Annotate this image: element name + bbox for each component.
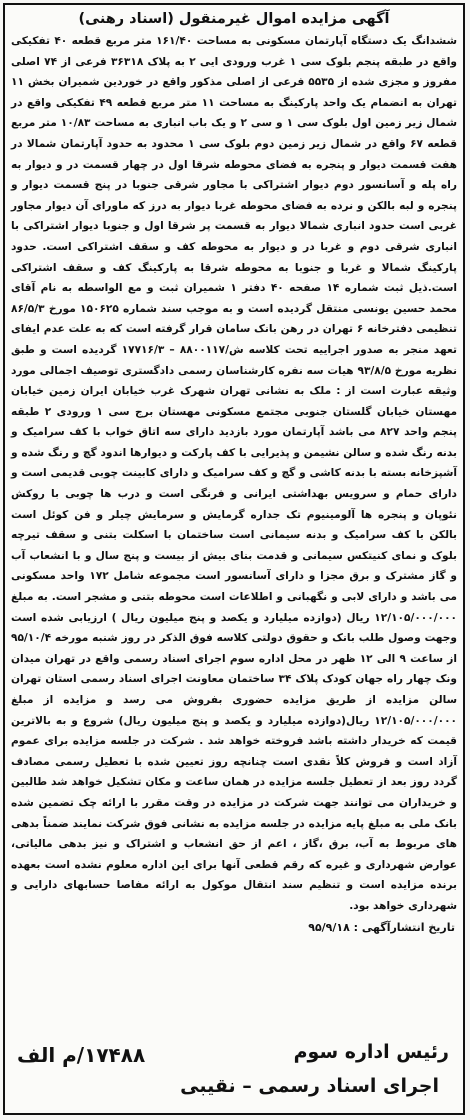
auction-notice xyxy=(3,3,465,1115)
notice-code: ۱۷۴۸۸/م الف xyxy=(17,1043,146,1067)
signature-office: اجرای اسناد رسمی – نقیبی xyxy=(180,1075,439,1097)
notice-title: آگهی مزایده اموال غیرمنقول (اسناد رهنی) xyxy=(78,11,390,27)
signature-title: رئیس اداره سوم xyxy=(293,1041,449,1063)
notice-footer xyxy=(5,1037,463,1107)
publication-date: تاریخ انتشارآگهی : ۹۵/۹/۱۸ xyxy=(308,920,455,934)
notice-body: ششدانگ یک دستگاه آپارتمان مسکونی به مساحت ۱۶۱/۴۰ متر مربع قطعه ۴۰ تفکیکی واقع در طبقه پنجم بلوک سی ۱ غرب ورودی ایی ۲ به پلاک ۳۶۳۱۸ فرعی از ۷۴ اصلی مفروز و مجزی شده از ۵۵۳۵ فرعی از اصلی مذکور واقع در خوردین شمیران بخش ۱۱ تهران به انضمام یک واحد پارکینگ به مساحت ۱۱ متر مربع قطعه ۴۹ تفکیکی واقع در شمال زیر زمین اول بلوک سی ۱ و سی ۲ و یک باب انباری به مساحت ۱۰/۸۳ متر مربع قطعه ۶۷ واقع در شمال زیر زمین دوم بلوک سی ۱ محدود به حدود آپارتمان شمالا در هفت قسمت دیوار و پنجره به فضای محوطه شرقا اول در چهار قسمت در و دیوار به راه پله و آسانسور دوم دیوار اشتراکی با مجاور شرقی جنوبا در پنج قسمت دیوار و پنجره و لبه بالکن و نرده به فضای محوطه غربا دیوار به درز که ماورای آن دیوار مجاور غربی است حدود انباری شمالا دیوار به قسمت پر شرقا اول و جنوبا دیوار اشتراکی با انباری شرقی دوم و غربا در و دیوار به محوطه کف و سقف اشتراکی است. حدود پارکینگ شمالا و غربا و جنوبا به محوطه شرقا به پارکینگ کف و سقف اشتراکی است.ذیل ثبت شماره ۱۴ صفحه ۴۰ دفتر ۱ شمیران ثبت و مع الواسطه به نام آقای محمد حسین یونسی منتقل گردیده است و به موجب سند شماره ۱۵۰۶۲۵ مورخ ۸۶/۵/۳ تنظیمی دفترخانه ۶ تهران در رهن بانک سامان قرار گرفته است که به علت عدم ایفای تعهد منجر به صدور اجراییه تحت کلاسه ش/۸۸۰۰۱۱۷ – ۱۷۷۱۶/۳ گردیده است و طبق نظریه مورخ ۹۳/۸/۵ هیات سه نفره کارشناسان رسمی دادگستری توصیف اجمالی مورد وثیقه عبارت است از : ملک به نشانی تهران شهرک غرب خیابان ایران زمین خیابان مهستان خیابان گلستان جنوبی مجتمع مسکونی مهستان برج سی ۱ ورودی ۲ طبقه پنجم واحد ۸۲۷ می باشد آپارتمان مورد بازدید دارای سه اتاق خواب با کف سرامیک و بدنه رنگ شده و سالن نشیمن و پذیرایی با کف پارکت و دیوارها اندود گچ و رنگ شده و آشپزخانه بسته با بدنه کاشی و گچ و کف سرامیک و دارای کابینت چوبی قدیمی است و دارای حمام و سرویس بهداشتی ایرانی و فرنگی است و درب ها چوبی با روکش نئوپان و پنجره ها آلومینیوم تک جداره گرمایش و سرمایش چیلر و فن کوئل است بالکن با کف سرامیک و بدنه سیمانی است ساختمان با اسکلت بتنی و سقف تیرچه بلوک و نمای کنیتکس سیمانی و قدمت بنای بیش از بیست و پنج سال و با انشعاب آب و گاز مشترک و برق مجزا و دارای آسانسور است مجموعه شامل ۱۷۲ واحد مسکونی می باشد و دارای لابی و نگهبانی و اطلاعات است محوطه بتنی و مشجر است. به مبلغ ۱۲/۱۰۵/۰۰۰/۰۰۰ ریال (دوازده میلیارد و یکصد و پنج میلیون ریال ) ارزیابی شده است وجهت وصول طلب بانک و حقوق دولتی کلاسه فوق الذکر در روز شنبه مورخه ۹۵/۱۰/۴ از ساعت ۹ الی ۱۲ ظهر در محل اداره سوم اجرای اسناد رسمی واقع در تهران میدان ونک چهار راه جهان کودک پلاک ۳۴ ساختمان معاونت اجرای اسناد رسمی استان تهران سالن مزایده از طریق مزایده حضوری بفروش می رسد و مزایده از مبلغ ۱۲/۱۰۵/۰۰۰/۰۰۰ ریال(دوازده میلیارد و یکصد و پنج میلیون ریال) شروع و به بالاترین قیمت که خریدار داشته باشد فروخته خواهد شد . شرکت در جلسه مزایده برای عموم آزاد است و فروش کلاً نقدی است چنانچه روز تعیین شده با تعطیل رسمی مصادف گردد روز بعد از تعطیل جلسه مزایده در همان ساعت و مکان تشکیل خواهد شد طالبین و خریداران می توانند جهت شرکت در مزایده در وقت مقرر با ارائه چک تضمین شده بانک ملی به مبلغ پایه مزایده در جلسه مزایده به نشانی فوق شرکت نمایند ضمناً بدهی های مربوط به آب، برق ،گاز ، اعم از حق انشعاب و اشتراک و نیز بدهی مالیاتی، عوارض شهرداری و غیره که رقم قطعی آنها برای این اداره معلوم نشده است بعهده برنده مزایده است و تنظیم سند انتقال موکول به ارائه مفاصا حسابهای دارایی و شهرداری خواهد بود. xyxy=(11,35,458,912)
